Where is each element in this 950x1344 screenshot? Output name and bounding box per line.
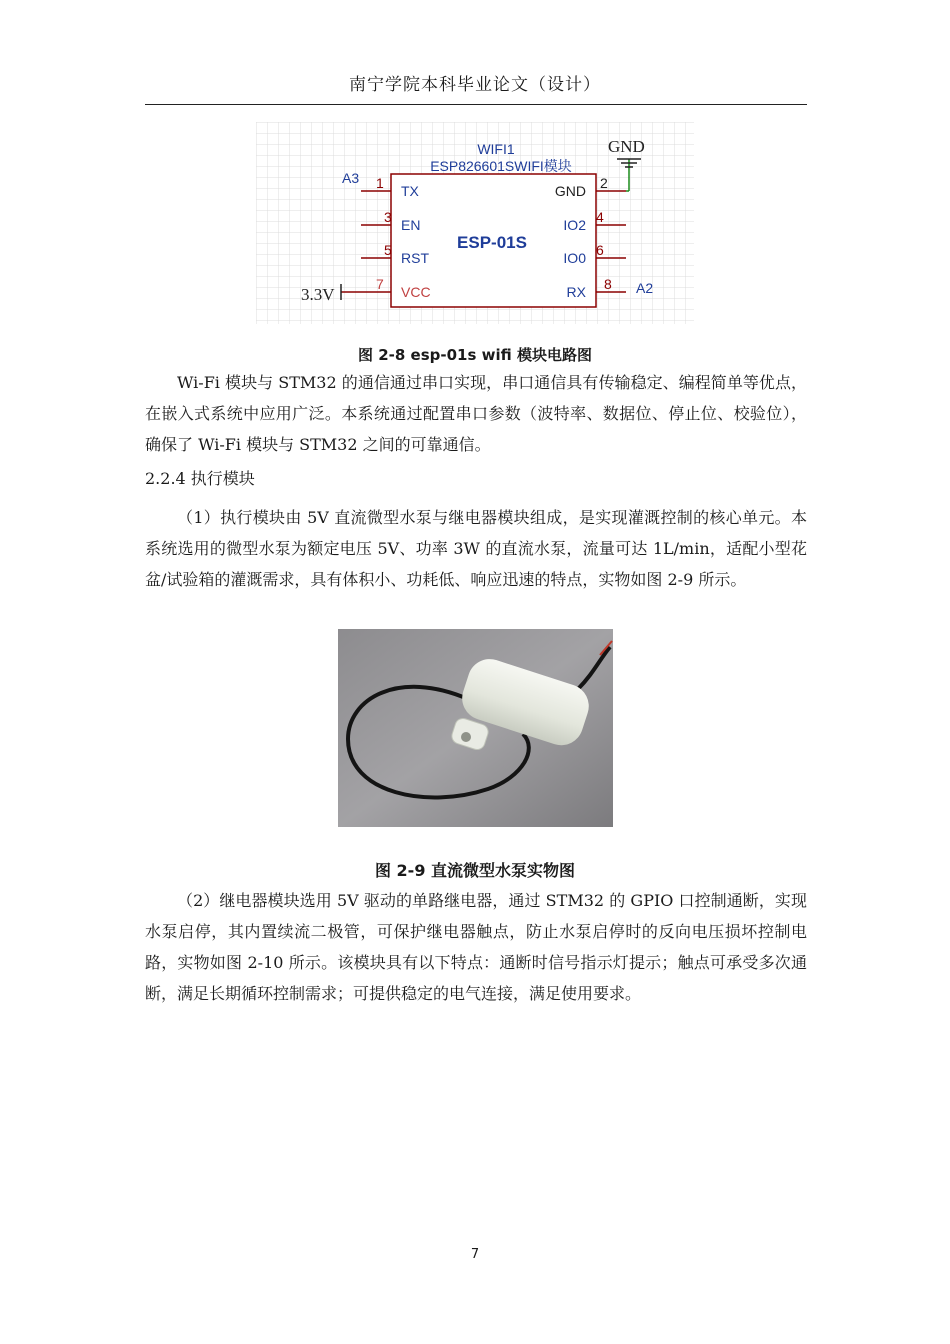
component-ref-label: WIFI1 xyxy=(477,141,515,157)
paragraph-pump: （1）执行模块由 5V 直流微型水泵与继电器模块组成，是实现灌溉控制的核心单元。本系统选用的微型水泵为额定电压 5V、功率 3W 的直流水泵，流量可达 1L/min，适配小型花盆/试验箱的灌溉需求，具有体积小、功耗低、响应迅速的特点，实物如图 2-9 所示。 xyxy=(145,508,807,589)
net-label-a2: A2 xyxy=(636,280,654,296)
pin-num-6: 6 xyxy=(596,242,604,258)
page-number: 7 xyxy=(470,1247,480,1262)
pin-num-5: 5 xyxy=(384,242,392,258)
pump-outlet-hole xyxy=(461,732,471,742)
pump-photo-svg xyxy=(338,629,613,827)
pin-num-3: 3 xyxy=(384,209,392,225)
net-label-a3: A3 xyxy=(342,170,360,186)
schematic-svg xyxy=(256,122,694,324)
pin-name-io2: IO2 xyxy=(563,217,586,233)
pin-num-2: 2 xyxy=(600,175,608,191)
pin-name-rx: RX xyxy=(566,284,586,300)
paragraph-uart: Wi-Fi 模块与 STM32 的通信通过串口实现，串口通信具有传输稳定、编程简单等优点，在嵌入式系统中应用广泛。本系统通过配置串口参数（波特率、数据位、停止位、校验位），确保了 Wi-Fi 模块与 STM32 之间的可靠通信。 xyxy=(145,373,807,454)
figure-2-9-caption: 图 2-9 直流微型水泵实物图 xyxy=(374,861,576,880)
header-rule xyxy=(145,104,807,105)
chip-label: ESP-01S xyxy=(457,233,527,252)
pump-photo xyxy=(338,629,613,827)
pin-name-io0: IO0 xyxy=(563,250,586,266)
figure-2-8-caption: 图 2-8 esp-01s wifi 模块电路图 xyxy=(358,346,592,364)
component-value-label: ESP826601SWIFI模块 xyxy=(430,158,572,174)
paragraph-relay: （2）继电器模块选用 5V 驱动的单路继电器，通过 STM32 的 GPIO 口控制通断，实现水泵启停，其内置续流二极管，可保护继电器触点，防止水泵启停时的反向电压损坏控制电路，实物如图 2-10 所示。该模块具有以下特点：通断时信号指示灯提示；触点可承受多次通断，满足长期循环控制需求；可提供稳定的电气连接，满足使用要求。 xyxy=(145,891,807,1003)
pin-num-8: 8 xyxy=(604,276,612,292)
pin-name-en: EN xyxy=(401,217,421,233)
pin-name-rst: RST xyxy=(401,250,429,266)
pin-name-vcc: VCC xyxy=(401,284,431,300)
section-heading-2-2-4: 2.2.4 执行模块 xyxy=(145,469,255,488)
supply-label: 3.3V xyxy=(301,285,335,304)
gnd-symbol-label: GND xyxy=(608,137,645,156)
pin-num-1: 1 xyxy=(376,175,384,191)
schematic-figure xyxy=(256,122,694,324)
pin-name-tx: TX xyxy=(401,183,419,199)
pin-num-7: 7 xyxy=(376,276,384,292)
pin-name-gnd: GND xyxy=(554,183,586,199)
page-header: 南宁学院本科毕业论文（设计） xyxy=(349,75,601,95)
pin-num-4: 4 xyxy=(596,209,604,225)
